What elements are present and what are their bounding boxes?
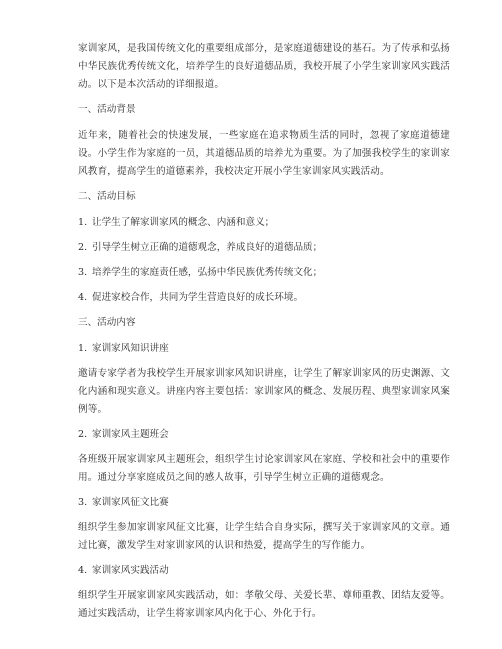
goal-text: 培养学生的家庭责任感，弘扬中华民族优秀传统文化； [92, 267, 323, 278]
goal-number: 3. [78, 267, 88, 278]
goal-text: 引导学生树立正确的道德观念，养成良好的道德品质； [92, 242, 323, 253]
subsection-title: 家训家风实践活动 [92, 565, 169, 576]
subsection-number: 1. [78, 343, 88, 354]
section-heading-goals: 二、活动目标 [78, 191, 136, 202]
subsection-paragraph: 组织学生开展家训家风实践活动，如：孝敬父母、关爱长辈、尊师重教、团结友爱等。通过实践活动，让学生将家训家风内化于心、外化于行。 [78, 590, 450, 619]
subsection-title: 家训家风知识讲座 [92, 343, 169, 354]
subsection-heading [78, 340, 450, 358]
subsection-number: 3. [78, 497, 88, 508]
subsection-heading [78, 426, 450, 444]
subsection-number: 2. [78, 429, 88, 440]
goal-item [78, 264, 450, 282]
subsection-title: 家训家风主题班会 [92, 429, 169, 440]
goal-text: 让学生了解家训家风的概念、内涵和意义； [92, 217, 275, 228]
goal-number: 4. [78, 292, 88, 303]
document-page [78, 40, 450, 630]
goal-number: 1. [78, 217, 88, 228]
section-heading-content: 三、活动内容 [78, 317, 136, 328]
subsection-paragraph: 各班级开展家训家风主题班会，组织学生讨论家训家风在家庭、学校和社会中的重要作用。通过分享家庭成员之间的感人故事，引导学生树立正确的道德观念。 [78, 454, 450, 483]
goal-item [78, 214, 450, 232]
subsection-heading [78, 494, 450, 512]
background-paragraph: 近年来，随着社会的快速发展，一些家庭在追求物质生活的同时，忽视了家庭道德建设。小学生作为家庭的一员，其道德品质的培养尤为重要。为了加强我校学生的家训家风教育，提高学生的道德素养，我校决定开展小学生家训家风实践活动。 [78, 130, 450, 177]
section-heading-background: 一、活动背景 [78, 104, 136, 115]
goal-text: 促进家校合作，共同为学生营造良好的成长环境。 [92, 292, 304, 303]
goal-item [78, 239, 450, 257]
subsection-paragraph: 邀请专家学者为我校学生开展家训家风知识讲座，让学生了解家训家风的历史渊源、文化内涵和现实意义。讲座内容主要包括：家训家风的概念、发展历程、典型家训家风案例等。 [78, 368, 450, 415]
goal-item [78, 289, 450, 307]
subsection-number: 4. [78, 565, 88, 576]
subsection-heading [78, 562, 450, 580]
goal-number: 2. [78, 242, 88, 253]
subsection-title: 家训家风征文比赛 [92, 497, 169, 508]
intro-paragraph: 家训家风，是我国传统文化的重要组成部分，是家庭道德建设的基石。为了传承和弘扬中华民族优秀传统文化，培养学生的良好道德品质，我校开展了小学生家训家风实践活动。以下是本次活动的详细报道。 [78, 43, 450, 90]
subsection-paragraph: 组织学生参加家训家风征文比赛，让学生结合自身实际，撰写关于家训家风的文章。通过比赛，激发学生对家训家风的认识和热爱，提高学生的写作能力。 [78, 522, 450, 551]
